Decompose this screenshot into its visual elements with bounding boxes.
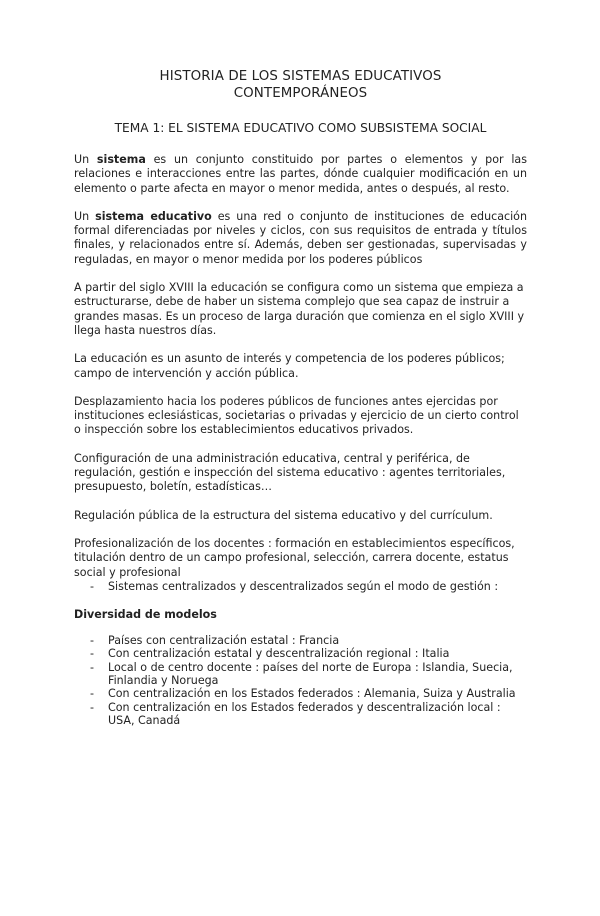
dash-marker: -: [90, 700, 95, 714]
p2-post: es una red o conjunto de instituciones de educación formal diferenciadas por niveles y ciclos, con sus requisitos de entrada y títulos finales, y relacionados entre sí. Además, deben ser gestionadas, supervisadas y reguladas, en mayor o menor medida por los poderes públicos: [74, 209, 528, 266]
paragraph-regulacion: Regulación pública de la estructura del sistema educativo y del currículum.: [74, 508, 493, 522]
dash-marker: -: [90, 687, 95, 701]
title-line-2: CONTEMPORÁNEOS: [233, 86, 368, 101]
list-item: [74, 687, 527, 700]
title-line-1: HISTORIA DE LOS SISTEMAS EDUCATIVOS: [159, 69, 442, 84]
dash-marker: -: [90, 647, 95, 661]
list-item-text: Con centralización estatal y descentralización regional : Italia: [108, 647, 450, 661]
list-item: [74, 634, 527, 647]
dash-marker: -: [90, 634, 95, 648]
p1-post: es un conjunto constituido por partes o elementos y por las relaciones e interacciones entre las partes, dónde cualquier modificación en un elemento o parte afecta en mayor o menor medida, antes o después, al resto.: [74, 153, 527, 195]
section-heading-modelos: Diversidad de modelos: [74, 608, 217, 622]
term-sistema-educativo: sistema educativo: [95, 209, 212, 223]
list-item-text: Sistemas centralizados y descentralizados según el modo de gestión :: [108, 579, 499, 593]
list-item-text: Países con centralización estatal : Francia: [108, 634, 340, 648]
list-item-text: Con centralización en los Estados federados y descentralización local : USA, Canadá: [108, 700, 501, 727]
p1-pre: Un: [74, 153, 97, 166]
list-item-text: Con centralización en los Estados federados : Alemania, Suiza y Australia: [108, 687, 516, 701]
list-item: [74, 647, 527, 660]
term-sistema: sistema: [96, 153, 146, 166]
paragraph-interes-publico: La educación es un asunto de interés y competencia de los poderes públicos; campo de intervención y acción pública.: [74, 352, 505, 380]
paragraph-sistema: [74, 153, 527, 196]
list-item-text: Local o de centro docente : países del norte de Europa : Islandia, Suecia, Finlandia y Noruega: [108, 660, 513, 688]
p2-pre: Un: [74, 209, 96, 223]
dash-marker: -: [90, 579, 95, 593]
paragraph-sistema-educativo: [74, 210, 527, 267]
document-title: [74, 68, 527, 102]
paragraph-administracion: Configuración de una administración educativa, central y periférica, de regulación, gestión e inspección del sistema educativo : agentes territoriales, presupuesto, boletín, estadísticas…: [74, 451, 506, 494]
paragraph-desplazamiento: Desplazamiento hacia los poderes públicos de funciones antes ejercidas por instituciones eclesiásticas, societarias o privadas y ejercicio de un cierto control o inspección sobre los establecimientos educativos privados.: [74, 394, 519, 437]
list-item: [74, 661, 527, 688]
profesionalizacion-list: [74, 580, 527, 593]
list-item: [74, 580, 527, 593]
paragraph-profesionalizacion: Profesionalización de los docentes : formación en establecimientos específicos, titulación dentro de un campo profesional, selección, carrera docente, estatus social y profesional: [74, 536, 515, 579]
list-item: [74, 701, 527, 728]
paragraph-siglo-xviii: A partir del siglo XVIII la educación se configura como un sistema que empieza a estructurarse, debe de haber un sistema complejo que sea capaz de instruir a grandes masas. Es un proceso de larga duración que comienza en el siglo XVIII y llega hasta nuestros días.: [74, 281, 525, 337]
models-list: [74, 634, 527, 727]
document-page: [0, 68, 600, 916]
topic-heading: TEMA 1: EL SISTEMA EDUCATIVO COMO SUBSISTEMA SOCIAL: [114, 121, 487, 135]
dash-marker: -: [90, 660, 95, 674]
